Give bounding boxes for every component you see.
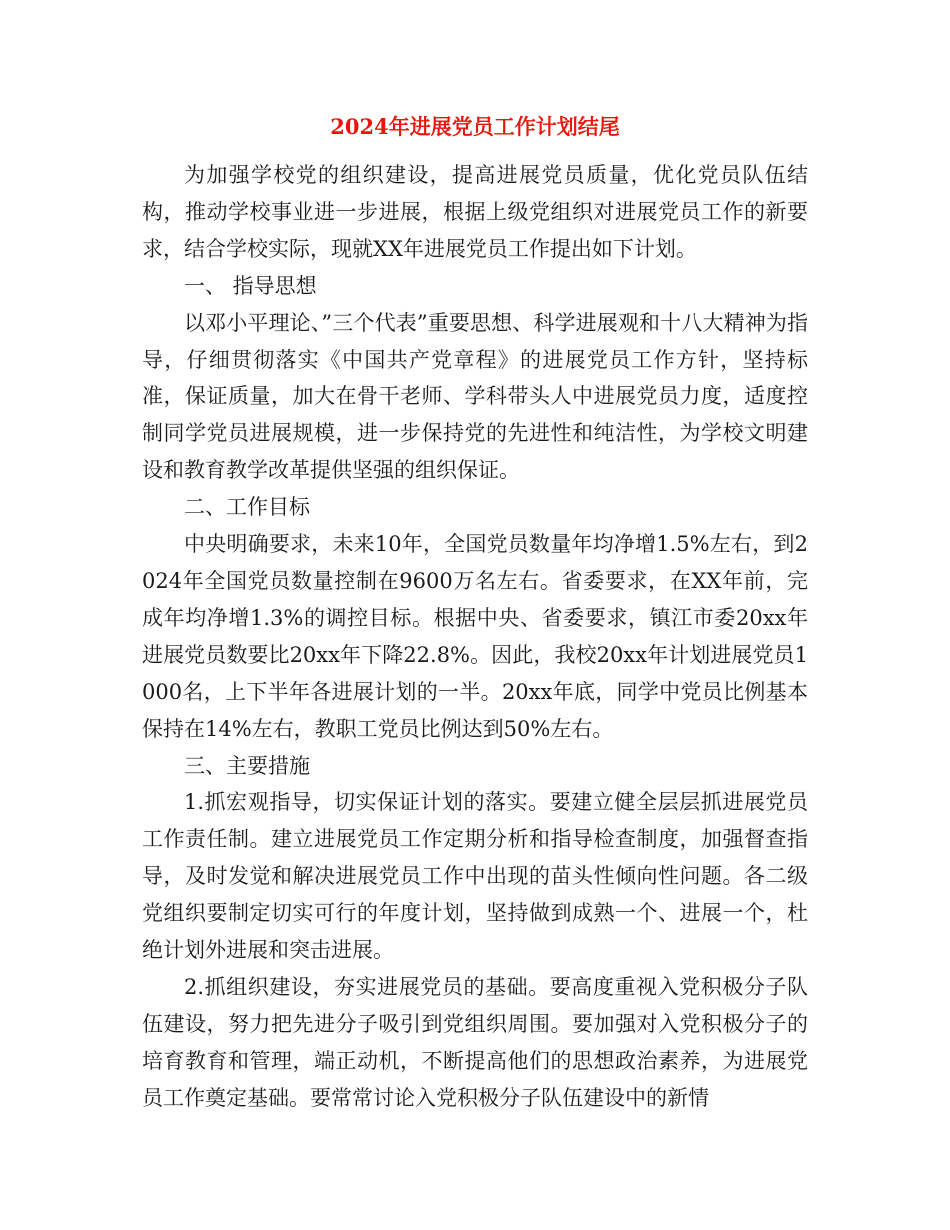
document-body	[142, 157, 808, 1117]
work-goals-paragraph: 中央明确要求，未来10年，全国党员数量年均净增1.5%左右，到2024年全国党员数量控制在9600万名左右。省委要求，在XX年前，完成年均净增1.3%的调控目标。根据中央、省委要求，镇江市委20xx年进展党员数要比20xx年下降22.8%。因此，我校20xx年计划进展党员1000名，上下半年各进展计划的一半。20xx年底，同学中党员比例基本保持在14%左右，教职工党员比例达到50%左右。	[142, 532, 808, 741]
section-heading-guiding-ideology: 一、 指导思想	[184, 273, 317, 298]
measure-2-paragraph: 2.抓组织建设，夯实进展党员的基础。要高度重视入党积极分子队伍建设，努力把先进分子吸引到党组织周围。要加强对入党积极分子的培育教育和管理，端正动机，不断提高他们的思想政治素养，为进展党员工作奠定基础。要常常讨论入党积极分子队伍建设中的新情	[142, 974, 808, 1110]
section-heading-main-measures: 三、主要措施	[184, 753, 310, 778]
intro-paragraph: 为加强学校党的组织建设，提高进展党员质量，优化党员队伍结构，推动学校事业进一步进展，根据上级党组织对进展党员工作的新要求，结合学校实际，现就XX年进展党员工作提出如下计划。	[142, 163, 808, 261]
section-heading-work-goals: 二、工作目标	[184, 495, 310, 520]
measure-1-paragraph: 1.抓宏观指导，切实保证计划的落实。要建立健全层层抓进展党员工作责任制。建立进展党员工作定期分析和指导检查制度，加强督查指导，及时发觉和解决进展党员工作中出现的苗头性倾向性问题。各二级党组织要制定切实可行的年度计划，坚持做到成熟一个、进展一个，杜绝计划外进展和突击进展。	[142, 790, 808, 963]
guiding-ideology-paragraph: 以邓小平理论、”三个代表”重要思想、科学进展观和十八大精神为指导，仔细贯彻落实《中国共产党章程》的进展党员工作方针，坚持标准，保证质量，加大在骨干老师、学科带头人中进展党员力度，适度控制同学党员进展规模，进一步保持党的先进性和纯洁性，为学校文明建设和教育教学改革提供坚强的组织保证。	[142, 310, 808, 483]
document-title: 2024年进展党员工作计划结尾	[330, 114, 620, 139]
